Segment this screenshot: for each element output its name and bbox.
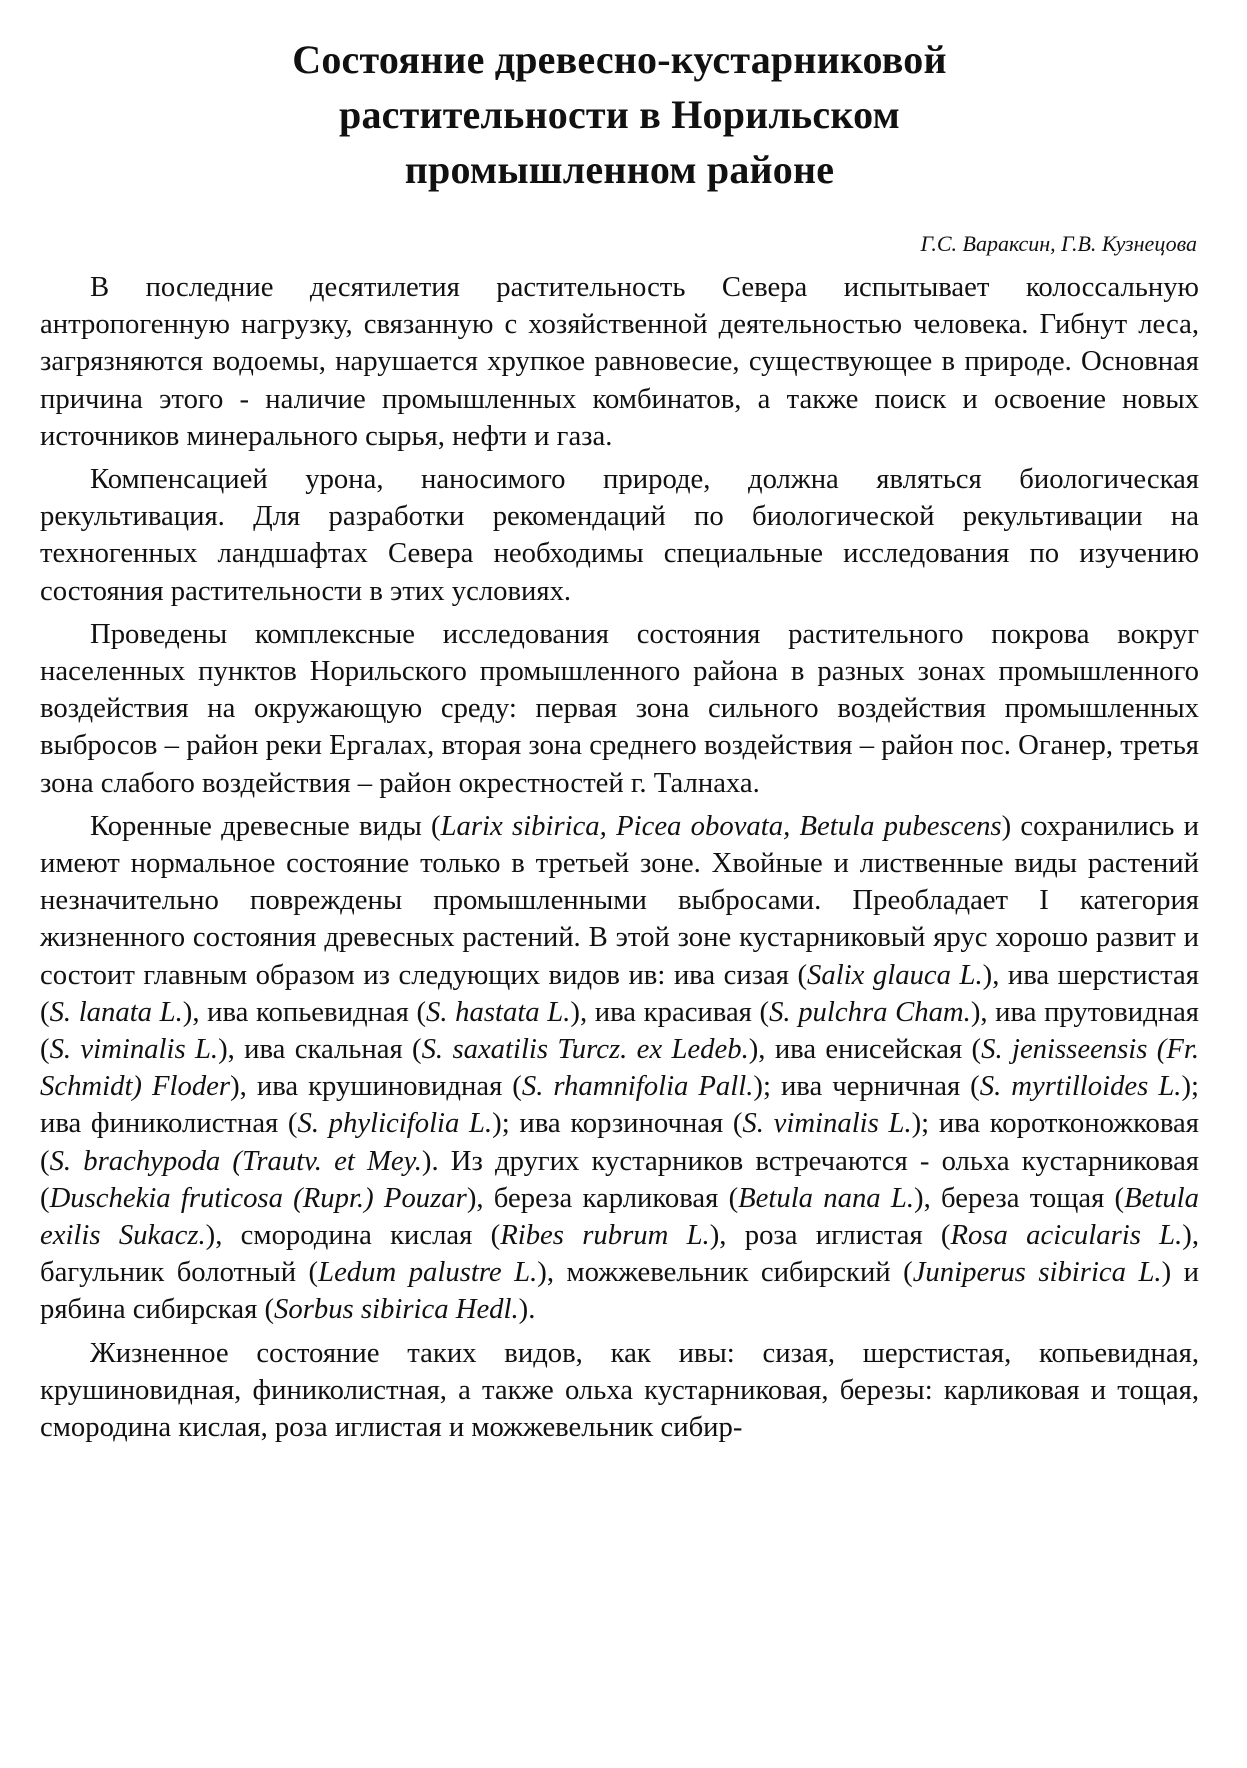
text-run: Жизненное состояние таких видов, как ивы: сизая, шерстистая, копьевидная, крушиновидная, финиколистная, а также ольха кустарниковая, березы: карликовая и тощая, смородина кислая, роза иглистая и можжевельник сибир-	[40, 1336, 1199, 1444]
latin-species-name: S. hastata L.	[426, 995, 571, 1028]
text-run: ), можжевельник сибирский (	[537, 1256, 913, 1289]
article-authors: Г.С. Вараксин, Г.В. Кузнецова	[920, 231, 1197, 256]
article-body	[40, 269, 1199, 1446]
paragraph	[40, 1335, 1199, 1447]
latin-species-name: S. pulchra Cham.	[769, 995, 971, 1028]
text-run: ); ива коротконожковая (	[40, 1107, 1199, 1177]
latin-species-name: Ribes rubrum L.	[500, 1219, 710, 1252]
text-run: Проведены комплексные исследования состояния растительного покрова вокруг населенных пунктов Норильского промышленного района в разных зонах промышленного воздействия на окружающую среду: первая зона сильного воздействия промышленных выбросов – район реки Ергалах, вторая зона среднего воздействия – район пос. Оганер, третья зона слабого воздействия – район окрестностей г. Талнаха.	[40, 617, 1199, 799]
article-title	[40, 32, 1199, 197]
text-run: В последние десятилетия растительность Севера испытывает колоссальную антропогенную нагрузку, связанную с хозяйственной деятельностью человека. Гибнут леса, загрязняются водоемы, нарушается хрупкое равновесие, существующее в природе. Основная причина этого - наличие промышленных комбинатов, а также поиск и освоение новых источников минерального сырья, нефти и газа.	[40, 271, 1199, 452]
latin-species-name: Salix glauca L.	[807, 958, 983, 991]
latin-species-name: S. brachypoda (Trautv. et Mey.	[49, 1144, 422, 1177]
text-run: ), багульник болотный (	[40, 1219, 1200, 1289]
text-run: ).	[518, 1293, 536, 1326]
article-title-line: растительности в Норильском	[339, 92, 900, 137]
text-run: ), ива енисейская (	[748, 1033, 982, 1066]
text-run: ). Из других кустарников встречаются - ольха кустарниковая (	[40, 1144, 1199, 1214]
latin-species-name: Ledum palustre L.	[318, 1256, 538, 1289]
text-run: ), береза тощая (	[914, 1181, 1125, 1214]
text-run: Коренные древесные виды (	[90, 809, 441, 842]
latin-species-name: Betula exilis Sukacz.	[40, 1181, 1199, 1252]
latin-species-name: S. viminalis L.	[742, 1107, 912, 1140]
text-run: ), ива копьевидная (	[182, 995, 427, 1028]
paragraph	[40, 269, 1199, 455]
latin-species-name: S. viminalis L.	[49, 1033, 219, 1066]
text-run: ), роза иглистая (	[709, 1219, 951, 1252]
text-run: ), ива прутовидная (	[40, 995, 1200, 1066]
text-run: ), ива шерстистая (	[40, 958, 1199, 1028]
latin-species-name: S. saxatilis Turcz. ex Ledeb.	[421, 1033, 749, 1066]
text-run: ), ива красивая (	[570, 995, 770, 1028]
paragraph	[40, 461, 1199, 610]
latin-species-name: Betula nana L.	[738, 1181, 915, 1214]
paragraph	[40, 808, 1199, 1329]
latin-species-name: Larix sibirica, Picea obovata, Betula pubescens	[440, 809, 1002, 842]
latin-species-name: S. rhamnifolia Pall.	[521, 1070, 754, 1103]
text-run: ), смородина кислая (	[205, 1219, 501, 1252]
text-run: ); ива черничная (	[753, 1070, 980, 1103]
text-run: Компенсацией урона, наносимого природе, должна являться биологическая рекультивация. Для разработки рекомендаций по биологической рекультивации на техногенных ландшафтах Севера необходимы специальные исследования по изучению состояния растительности в этих условиях.	[40, 463, 1199, 607]
latin-species-name: S. phylicifolia L.	[297, 1107, 493, 1140]
latin-species-name: S. jenisseensis (Fr. Schmidt) Floder	[40, 1033, 1200, 1103]
latin-species-name: Sorbus sibirica Hedl.	[274, 1293, 519, 1326]
text-run: ) и рябина сибирская (	[40, 1256, 1200, 1326]
latin-species-name: Duschekia fruticosa (Rupr.) Pouzar	[49, 1181, 467, 1214]
text-run: ) сохранились и имеют нормальное состояние только в третьей зоне. Хвойные и лиственные виды растений незначительно повреждены промышленными выбросами. Преобладает I категория жизненного состояния древесных растений. В этой зоне кустарниковый ярус хорошо развит и состоит главным образом из следующих видов ив: ива сизая (	[40, 809, 1200, 991]
article-title-line: промышленном районе	[404, 147, 835, 192]
latin-species-name: S. lanata L.	[49, 995, 183, 1028]
article-title-line: Состояние древесно-кустарниковой	[292, 37, 947, 82]
latin-species-name: Juniperus sibirica L.	[912, 1256, 1162, 1289]
text-run: ), ива крушиновидная (	[230, 1070, 522, 1103]
text-run: ), ива скальная (	[218, 1033, 422, 1066]
text-run: ), береза карликовая (	[466, 1181, 739, 1214]
latin-species-name: Rosa acicularis L.	[950, 1219, 1183, 1252]
text-run: ); ива финиколистная (	[40, 1070, 1199, 1140]
latin-species-name: S. myrtilloides L.	[979, 1070, 1182, 1103]
text-run: ); ива корзиночная (	[492, 1107, 743, 1140]
paragraph	[40, 616, 1199, 802]
